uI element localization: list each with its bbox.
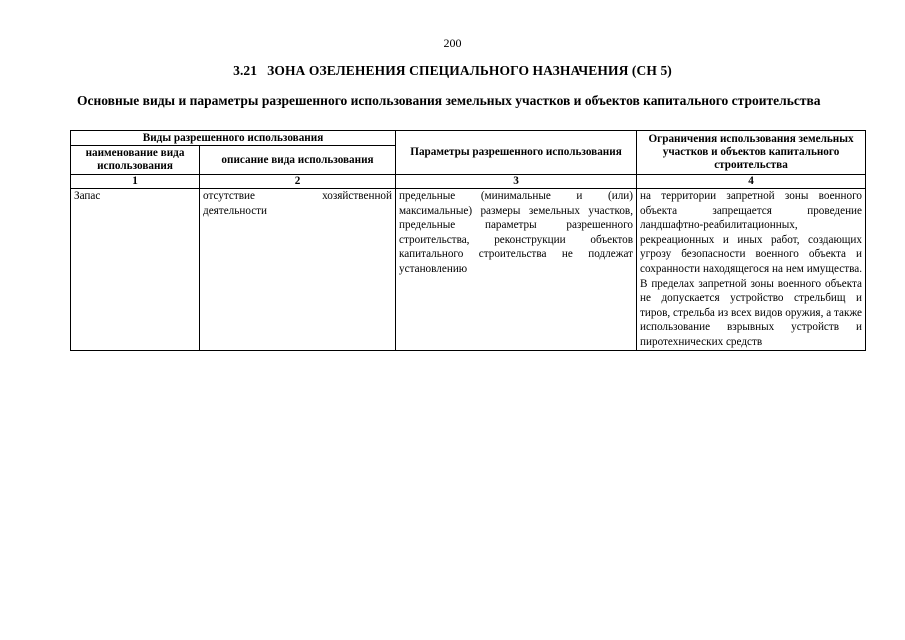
header-permitted-use-types: Виды разрешенного использования <box>71 131 396 146</box>
column-number: 3 <box>396 175 637 189</box>
table-row <box>71 189 866 351</box>
column-numbers-row <box>71 175 866 189</box>
header-restrictions: Ограничения использования земельных участков и объектов капитального строительства <box>637 131 866 175</box>
section-title-text: ЗОНА ОЗЕЛЕНЕНИЯ СПЕЦИАЛЬНОГО НАЗНАЧЕНИЯ (СН 5) <box>267 63 672 78</box>
restrictions-cell: на территории запретной зоны военного объекта запрещается проведение ландшафтно-реабилитационных, рекреационных и иных работ, создающих угрозу безопасности военного объекта и сохранности находящегося на нем имущества. В пределах запретной зоны военного объекта не допускается устройство стрельбищ и тиров, стрельба из всех видов оружия, а также использование взрывных устройств и пиротехнических средств <box>637 189 866 351</box>
use-description-cell: отсутствие хозяйственной деятельности <box>200 189 396 351</box>
section-number: 3.21 <box>233 63 258 78</box>
use-name-cell: Запас <box>71 189 200 351</box>
parameters-cell: предельные (минимальные и (или) максимальные) размеры земельных участков, предельные параметры разрешенного строительства, реконструкции объектов капитального строительства не подлежат установлению <box>396 189 637 351</box>
column-number: 4 <box>637 175 866 189</box>
header-use-name: наименование вида использования <box>71 146 200 175</box>
page-number: 200 <box>443 36 462 50</box>
table-subtitle: Основные виды и параметры разрешенного использования земельных участков и объектов капитального строительства <box>77 93 821 108</box>
header-parameters: Параметры разрешенного использования <box>396 131 637 175</box>
header-use-description: описание вида использования <box>200 146 396 175</box>
column-number: 1 <box>71 175 200 189</box>
permitted-use-table <box>70 130 866 351</box>
column-number: 2 <box>200 175 396 189</box>
section-title <box>0 63 905 79</box>
